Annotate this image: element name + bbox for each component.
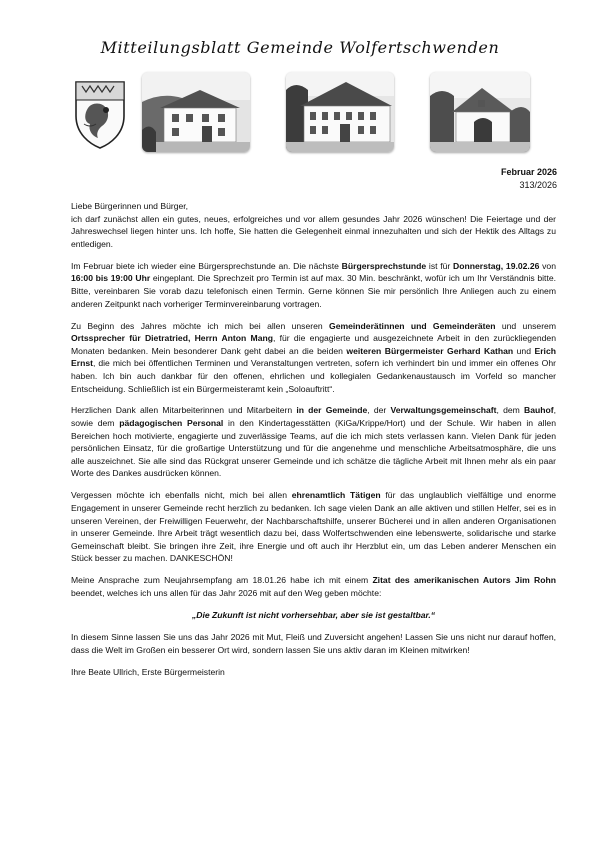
issue-info [501,166,557,192]
paragraph-closing: In diesem Sinne lassen Sie uns das Jahr 2026 mit Mut, Fleiß und Zuversicht angehen! Lassen Sie uns nicht nur darauf hoffen, dass die Welt im Großen ein besserer Ort wird, sondern lassen Sie uns aktiv daran im Kleinen mitwirken! [71,632,556,655]
bold-run: Gemeinderätinnen und Gemeinderäten [329,320,496,331]
letter-body [71,200,556,688]
bold-run: in der Gemeinde [296,405,368,416]
bold-run: Donnerstag, 19.02.26 [453,260,540,271]
bold-run: Ortssprecher für Dietratried, Herrn Anton Mang [71,333,273,344]
greeting: Liebe Bürgerinnen und Bürger, [71,201,189,211]
bold-run: pädagogischen Personal [119,418,224,429]
bold-run: Erich Ernst [71,345,556,369]
text-run: , die mich bei öffentlichen Terminen und Veranstaltungen vertreten, sofern ich verhindert bin und immer ein offenes Ohr haben. Ich bin auch dankbar für den offenen, ehrlichen und kollegialen Gedankenaustausch im Vorfeld so mancher Entscheidung. Schließlich ist ein Bürgermeisteramt kein „Soloauftritt“. [71,358,556,394]
text-run: Vergessen möchte ich ebenfalls nicht, mich bei allen [71,490,292,501]
signature: Ihre Beate Ullrich, Erste Bürgermeisterin [71,666,225,677]
text-run: beendet, welches ich uns allen für das Jahr 2026 mit auf den Weg geben möchte: [71,587,382,598]
header-image-strip [72,72,532,152]
bold-run: ehrenamtlich Tätigen [291,490,381,501]
text-run: von [539,260,556,271]
bold-run: weiteren Bürgermeister Gerhard Kathan [346,345,514,356]
text-run: und [513,345,535,356]
quote: „Die Zukunft ist nicht vorhersehbar, aber sie ist gestaltbar.“ [191,609,436,620]
text-run: in den Kindertagesstätten (KiGa/Krippe/Hort) und der Schule. Wir haben in allen Bereichen hoch motivierte, engagierte und zuverlässige Teams, auf die ich mich stets verlassen kann. Vielen Dank für jeden persönlichen Einsatz, für die großartige Unterstützung und für die angenehme und menschliche Arbeitsatmosphäre, die uns alle auszeichnet. Sie alle sind das Rückgrat unserer Gemeinde und ich schätze die tägliche Arbeit mit Ihnen mehr als ein paar Worte des Dankes ausdrücken können. [71,418,556,479]
text-run: , für die engagierte und ausgezeichnete Arbeit in den zurückliegenden Monaten bedanken. Mein besonderer Dank geht dabei an die beiden [71,333,556,356]
text-run: , der [367,405,391,416]
municipal-crest-image [72,78,128,150]
text-run: , sowie dem [71,405,556,429]
page-title: Mitteilungsblatt Gemeinde Wolfertschwenden [100,38,500,57]
paragraph-volunteer-thanks [71,489,556,565]
building-photo-1 [142,72,250,152]
paragraph-council-thanks [71,320,556,396]
text-run: für das unglaublich vielfältige und enorme Engagement in unserer Gemeinde recht herzlich zu bedanken. Ich sage vielen Dank an alle aktiven und stillen Helfer, sei es in unseren Vereinen, der Freiwilligen Feuerwehr, der Nachbarschaftshilfe, unserer Bücherei und in allen anderen Organisationen in unserer Gemeinde. Ihre Arbeit trägt wesentlich dazu bei, dass Wolfertschwenden eine lebenswerte, solidarische und starke Gemeinschaft bleibt. Sie bringen ihre Zeit, ihre Energie und oft auch ihr Herzblut ein, um das Leben anderer Menschen ein Stück besser zu machen. DANKESCHÖN! [71,490,557,564]
paragraph-staff-thanks [71,404,556,480]
issue-number: 313/2026 [519,180,557,190]
text-run: Meine Ansprache zum Neujahrsempfang am 18.01.26 habe ich mit einem [71,575,373,586]
text-run: Herzlichen Dank allen Mitarbeiterinnen und Mitarbeitern [71,405,297,416]
text-run: , dem [496,405,524,416]
issue-month: Februar 2026 [500,167,557,177]
bold-run: Zitat des amerikanischen Autors Jim Rohn [372,575,556,586]
bold-run: Bürgersprechstunde [341,260,427,271]
building-photo-2 [286,72,394,152]
paragraph-consultation [71,260,556,310]
paragraph-text: ich darf zunächst allen ein gutes, neues, erfolgreiches und vor allem gesundes Jahr 2026 wünschen! Die Feiertage und der Jahreswechsel liegen hinter uns. Ich hoffe, Sie hatten die Gelegenheit einmal innezuhalten und sich der Hektik des Alltags zu entledigen. [71,213,556,249]
text-run: Zu Beginn des Jahres möchte ich mich bei allen unseren [71,320,330,331]
bold-run: Bauhof [524,405,554,416]
paragraph-intro [71,200,556,250]
bold-run: Verwaltungsgemeinschaft [390,405,497,416]
paragraph-reception [71,574,556,599]
text-run: und unserem [495,320,556,331]
building-photo-3 [430,72,530,152]
bold-run: 16:00 bis 19:00 Uhr [71,273,151,284]
text-run: ist für [426,260,454,271]
text-run: eingeplant. Die Sprechzeit pro Termin ist auf max. 30 Min. beschränkt, wofür ich um Ihr Verständnis bitte. Bitte, vereinbaren Sie vorab dazu telefonisch einen Termin. Gerne können Sie mir persönlich Ihre Anliegen auch zu einem anderen Zeitpunkt nach vorheriger Terminvereinbarung vortragen. [71,273,557,309]
text-run: Im Februar biete ich wieder eine Bürgersprechstunde an. Die nächste [71,260,342,271]
